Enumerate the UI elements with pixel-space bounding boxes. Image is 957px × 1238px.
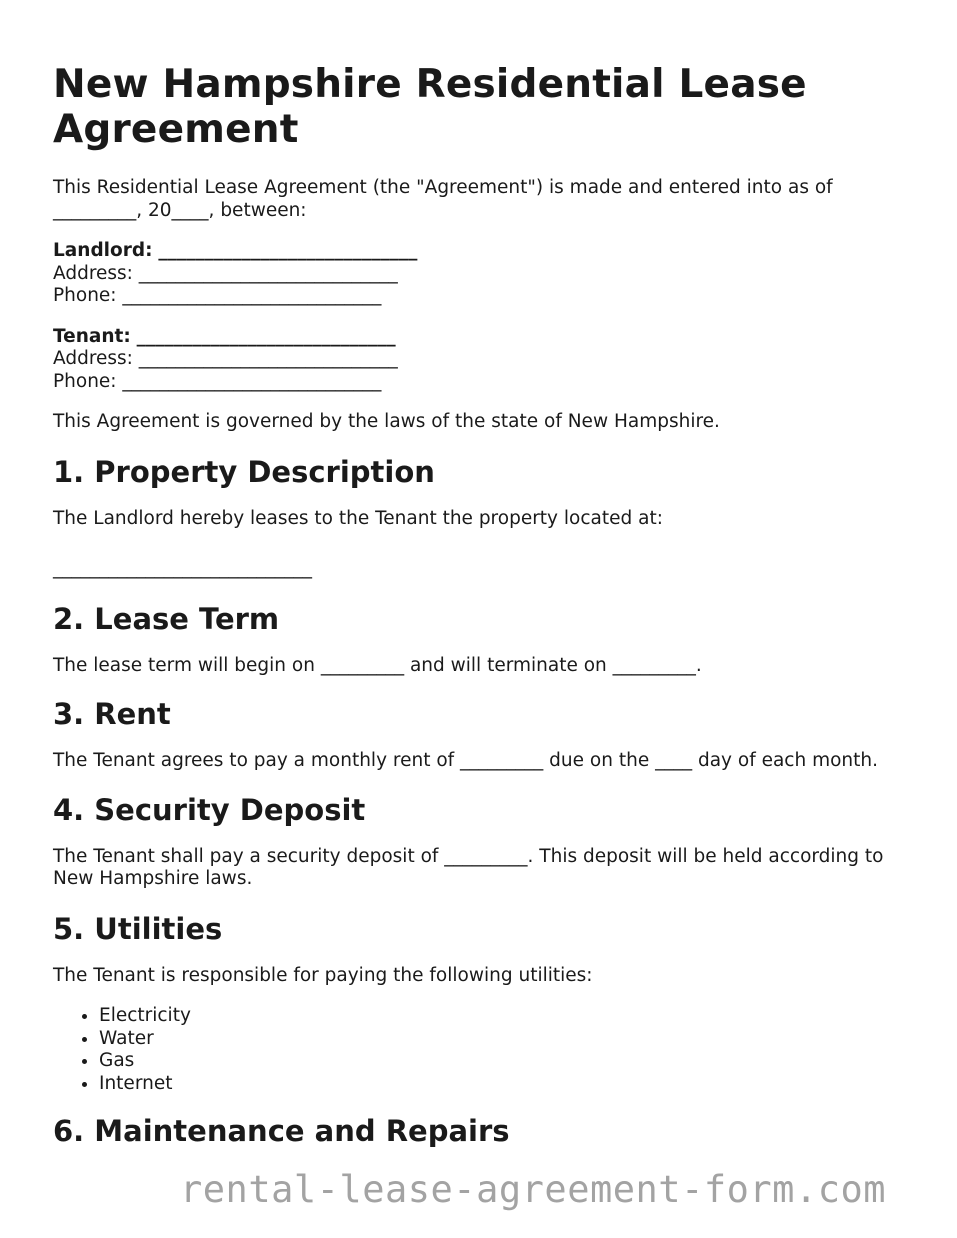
tenant-label: Tenant: — [53, 325, 131, 347]
lease-term-text: The lease term will begin on _________ and will terminate on _________. — [53, 654, 702, 676]
tenant-phone: Phone: ____________________________ — [53, 370, 382, 392]
governing-law-text: This Agreement is governed by the laws of the state of New Hampshire. — [53, 411, 720, 432]
list-item: • Water — [99, 1028, 913, 1051]
watermark-text: rental-lease-agreement-form.com — [180, 1168, 887, 1211]
landlord-phone: Phone: ____________________________ — [53, 285, 382, 306]
deposit-line-1: The Tenant shall pay a security deposit of _________. This deposit will be held according to — [53, 845, 884, 867]
tenant-name-blank: ____________________________ — [136, 325, 396, 347]
property-text: The Landlord hereby leases to the Tenant the property located at: — [53, 507, 663, 529]
tenant-address: Address: ____________________________ — [53, 348, 398, 369]
tenant-name-line — [53, 326, 913, 349]
section-heading-property: 1. Property Description — [53, 454, 435, 489]
list-item: • Gas — [99, 1050, 913, 1073]
deposit-line-2: New Hampshire laws. — [53, 868, 253, 889]
section-heading-maintenance: 6. Maintenance and Repairs — [53, 1114, 510, 1148]
section-heading-utilities: 5. Utilities — [53, 911, 223, 946]
section-heading-lease-term: 2. Lease Term — [53, 601, 280, 636]
intro-paragraph — [53, 177, 913, 222]
landlord-name-blank: ____________________________ — [158, 240, 418, 261]
intro-line-1: This Residential Lease Agreement (the "Agreement") is made and entered into as of — [53, 177, 833, 198]
tenant-block — [53, 326, 913, 394]
landlord-name-line — [53, 240, 913, 263]
landlord-label: Landlord: — [53, 240, 153, 261]
property-address-blank: ____________________________ — [53, 558, 312, 579]
landlord-block — [53, 240, 913, 308]
list-item: • Electricity — [99, 1005, 913, 1028]
rent-text: The Tenant agrees to pay a monthly rent of _________ due on the ____ day of each month. — [53, 750, 879, 771]
utilities-list — [53, 1005, 913, 1095]
landlord-address: Address: ____________________________ — [53, 262, 398, 284]
document-page — [53, 62, 913, 1148]
page-title: New Hampshire Residential Lease Agreement — [53, 62, 807, 152]
utilities-text: The Tenant is responsible for paying the following utilities: — [53, 964, 593, 986]
deposit-paragraph — [53, 846, 913, 891]
list-item: • Internet — [99, 1073, 913, 1096]
section-heading-security-deposit: 4. Security Deposit — [53, 792, 366, 827]
intro-line-2: _________, 20____, between: — [53, 199, 307, 221]
section-heading-rent: 3. Rent — [53, 697, 171, 731]
